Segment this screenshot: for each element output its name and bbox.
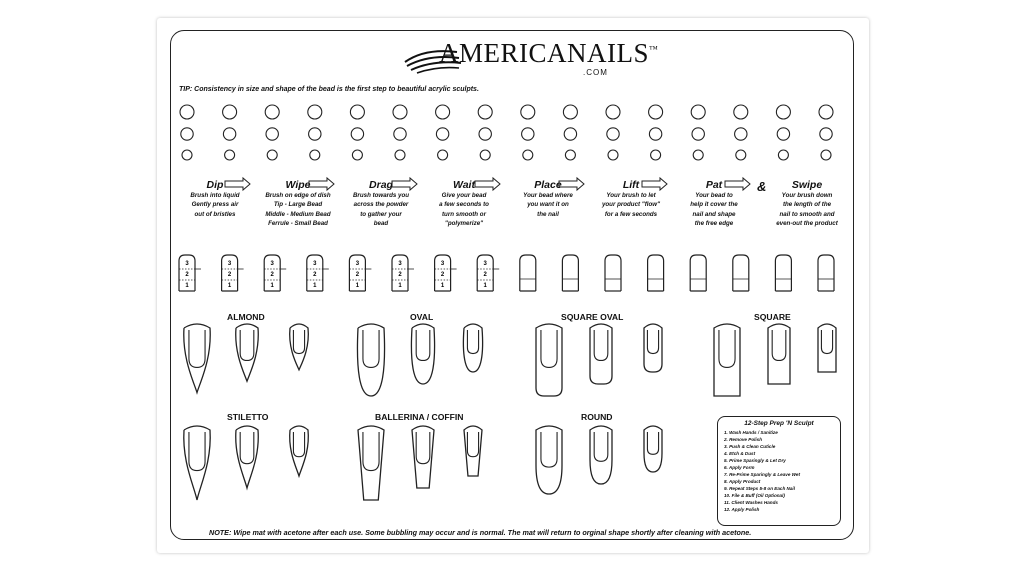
zone-number: 3 (440, 261, 445, 267)
step-title: Swipe (791, 179, 823, 191)
checklist-item: 7. Re-Prime Sparingly & Leave Wet (724, 472, 800, 477)
bead-circle (267, 150, 277, 160)
step-desc-line: Your brush to let (606, 192, 656, 199)
bead-circle (265, 105, 279, 119)
nail-shape-squareoval (590, 324, 612, 384)
checklist-item: 12. Apply Polish (724, 507, 760, 512)
prep-sculpt-checklist (717, 416, 841, 526)
nail-bed (775, 255, 791, 291)
bead-circle (478, 105, 492, 119)
bead-circle (776, 105, 790, 119)
step-desc-line: the free edge (694, 220, 734, 228)
nail-bed (520, 255, 536, 291)
checklist-item: 3. Push & Clean Cuticle (724, 444, 776, 449)
bead-circle (480, 150, 490, 160)
step-desc-line: across the powder (353, 201, 409, 209)
zone-number: 3 (483, 261, 487, 267)
step-desc-line: nail and shape (692, 210, 736, 218)
shape-label-square: SQUARE (754, 312, 791, 322)
bead-circle (607, 128, 619, 140)
bead-circle (310, 150, 320, 160)
step-desc-line: Your brush down (781, 192, 833, 199)
step-pat (674, 179, 754, 229)
bead-circle (394, 128, 406, 140)
zone-number: 1 (483, 283, 487, 289)
bead-circle (734, 105, 748, 119)
zone-number: 3 (398, 261, 402, 267)
step-desc-line: "polymerize" (444, 220, 484, 228)
nail-shape-almond (236, 324, 259, 381)
nail-bed (307, 255, 329, 291)
nail-bed (648, 255, 664, 291)
bead-circle (181, 128, 193, 140)
nail-bed (349, 255, 371, 291)
bead-circle (438, 150, 448, 160)
bead-circle (563, 105, 577, 119)
step-desc-line: Ferrule - Small Bead (268, 220, 328, 228)
checklist-item: 9. Repeat Steps 5-8 on Each Nail (724, 486, 795, 491)
step-desc-line: the length of the (782, 201, 832, 209)
bead-circle (223, 105, 237, 119)
step-desc-line: Brush on edge of dish (265, 192, 331, 199)
step-title: Dip (206, 179, 224, 191)
bead-circle (649, 128, 661, 140)
bead-circle (393, 105, 407, 119)
nail-shape-ballerina (464, 426, 482, 476)
step-title: Lift (622, 179, 640, 191)
bead-circle (352, 150, 362, 160)
nail-shape-round (590, 426, 612, 484)
nail-bed (435, 255, 457, 291)
nail-shape-stiletto (184, 426, 210, 500)
nail-shape-ballerina (358, 426, 384, 500)
nail-bed (179, 255, 201, 291)
nail-shape-squareoval (644, 324, 662, 372)
step-title: Wipe (285, 179, 311, 191)
checklist-item: 1. Wash Hands / Sanitize (724, 430, 778, 435)
step-desc-line: your product "flow" (601, 201, 661, 209)
nail-shape-round (644, 426, 662, 472)
nail-shape-square (768, 324, 790, 384)
bead-circle (651, 150, 661, 160)
zone-number: 3 (313, 261, 317, 267)
step-desc-line: out of bristles (194, 210, 236, 218)
nail-shape-oval (357, 324, 384, 396)
nail-shape-stiletto (236, 426, 259, 488)
step-desc-line: help it cover the (690, 201, 738, 209)
shape-label-round: ROUND (581, 412, 613, 422)
step-desc-line: Brush towards you (352, 192, 410, 199)
shape-label-square-oval: SQUARE OVAL (561, 312, 624, 322)
bead-circle (649, 105, 663, 119)
bead-circle (523, 150, 533, 160)
zone-number: 2 (440, 272, 445, 278)
step-title: Place (534, 179, 562, 191)
nail-bed (605, 255, 621, 291)
bead-circle (736, 150, 746, 160)
ampersand: & (757, 179, 767, 194)
zone-number: 2 (483, 272, 487, 278)
step-desc-line: Give your bead (441, 192, 487, 199)
step-desc-line: Your bead to (695, 192, 733, 199)
bead-circle (308, 105, 322, 119)
bead-circle (777, 128, 789, 140)
step-desc-line: Gently press air (191, 201, 239, 209)
checklist-item: 4. Etch & Dust (724, 451, 756, 456)
bead-circle (521, 105, 535, 119)
step-desc-line: bead (373, 220, 389, 228)
checklist-item: 8. Apply Product (724, 479, 761, 484)
shape-label-almond: ALMOND (227, 312, 265, 322)
checklist-item: 10. File & Buff (Oil Optional) (724, 493, 785, 498)
checklist-item: 11. Client Washes Hands (724, 500, 778, 505)
shape-label-ballerina-coffin: BALLERINA / COFFIN (375, 412, 464, 422)
zone-number: 2 (313, 272, 317, 278)
step-title: Drag (369, 179, 393, 191)
step-wipe (258, 179, 338, 229)
brand-logo: AMERICANAILS™ (439, 38, 659, 68)
shape-label-oval: OVAL (410, 312, 434, 322)
note-text: NOTE: Wipe mat with acetone after each use. Some bubbling may occur and is normal. The mat will return to orginal shape shortly after cleaning with acetone. (209, 528, 752, 537)
nail-shape-almond (290, 324, 309, 370)
nail-shape-oval (463, 324, 482, 372)
bead-circle (778, 150, 788, 160)
step-desc-line: nail to smooth and (779, 210, 835, 218)
bead-circle (180, 105, 194, 119)
bead-circle (819, 105, 833, 119)
nail-shape-almond (184, 324, 210, 393)
nail-bed (264, 255, 286, 291)
zone-number: 1 (398, 283, 402, 289)
zone-number: 3 (355, 261, 360, 267)
step-place (508, 179, 588, 219)
step-title: Wait (453, 179, 475, 191)
step-desc-line: to gather your (360, 210, 402, 218)
step-desc-line: turn smooth or (442, 210, 486, 218)
zone-number: 1 (227, 283, 232, 289)
bead-circle (351, 128, 363, 140)
practice-mat (157, 18, 869, 553)
step-desc-line: Brush into liquid (190, 192, 240, 199)
bead-circle (436, 128, 448, 140)
checklist-title: 12-Step Prep 'N Sculpt (744, 420, 814, 427)
zone-number: 2 (355, 272, 360, 278)
nail-bed (392, 255, 414, 291)
bead-circle (436, 105, 450, 119)
bead-circle (606, 105, 620, 119)
checklist-item: 6. Apply Form (724, 465, 755, 470)
bead-circle (266, 128, 278, 140)
zone-number: 1 (355, 283, 360, 289)
bead-circle (564, 128, 576, 140)
step-wait (424, 179, 504, 229)
brand-domain: .COM (583, 68, 608, 77)
zone-number: 1 (185, 283, 189, 289)
bead-circle (820, 128, 832, 140)
step-desc-line: for a few seconds (604, 210, 658, 218)
bead-circle (692, 128, 704, 140)
nail-shape-round (536, 426, 562, 494)
bead-circle (691, 105, 705, 119)
nail-shape-squareoval (536, 324, 562, 396)
step-desc-line: you want it on (527, 201, 569, 209)
zone-number: 2 (185, 272, 189, 278)
bead-circle (309, 128, 321, 140)
nail-bed (690, 255, 706, 291)
zone-number: 2 (227, 272, 232, 278)
nail-shape-stiletto (290, 426, 309, 476)
zone-number: 1 (313, 283, 317, 289)
step-desc-line: Middle - Medium Bead (265, 210, 331, 218)
zone-number: 3 (227, 261, 232, 267)
zone-number: 2 (270, 272, 274, 278)
tip-text: TIP: Consistency in size and shape of the bead is the first step to beautiful acrylic sculpts. (179, 86, 479, 93)
step-desc-line: the nail (537, 210, 559, 218)
nail-shape-ballerina (412, 426, 434, 488)
nail-bed (477, 255, 499, 291)
checklist-item: 2. Remove Polish (724, 437, 763, 442)
step-lift (591, 179, 671, 219)
step-desc-line: Tip - Large Bead (273, 201, 323, 209)
shape-label-stiletto: STILETTO (227, 412, 269, 422)
zone-number: 1 (440, 283, 445, 289)
bead-circle (395, 150, 405, 160)
checklist-item: 5. Prime Sparingly & Let Dry (724, 458, 786, 463)
bead-circle (350, 105, 364, 119)
step-desc-line: Your bead where (523, 192, 573, 199)
zone-number: 3 (185, 261, 189, 267)
step-desc-line: even-out the product (776, 220, 838, 228)
nail-bed (818, 255, 834, 291)
bead-circle (182, 150, 192, 160)
nail-shape-square (818, 324, 836, 372)
step-drag (341, 179, 421, 229)
nail-shape-oval (411, 324, 434, 384)
bead-circle (821, 150, 831, 160)
step-title: Pat (705, 179, 723, 191)
step-desc-line: a few seconds to (439, 201, 489, 209)
bead-circle (479, 128, 491, 140)
bead-circle (608, 150, 618, 160)
step-dip (175, 179, 255, 219)
nail-bed (733, 255, 749, 291)
bead-circle (223, 128, 235, 140)
zone-number: 2 (398, 272, 402, 278)
step-swipe (767, 179, 847, 229)
zone-number: 1 (270, 283, 274, 289)
nail-bed (222, 255, 244, 291)
nail-bed (562, 255, 578, 291)
bead-circle (735, 128, 747, 140)
bead-circle (693, 150, 703, 160)
bead-circle (522, 128, 534, 140)
nail-shape-square (714, 324, 740, 396)
zone-number: 3 (270, 261, 274, 267)
bead-circle (225, 150, 235, 160)
bead-circle (565, 150, 575, 160)
